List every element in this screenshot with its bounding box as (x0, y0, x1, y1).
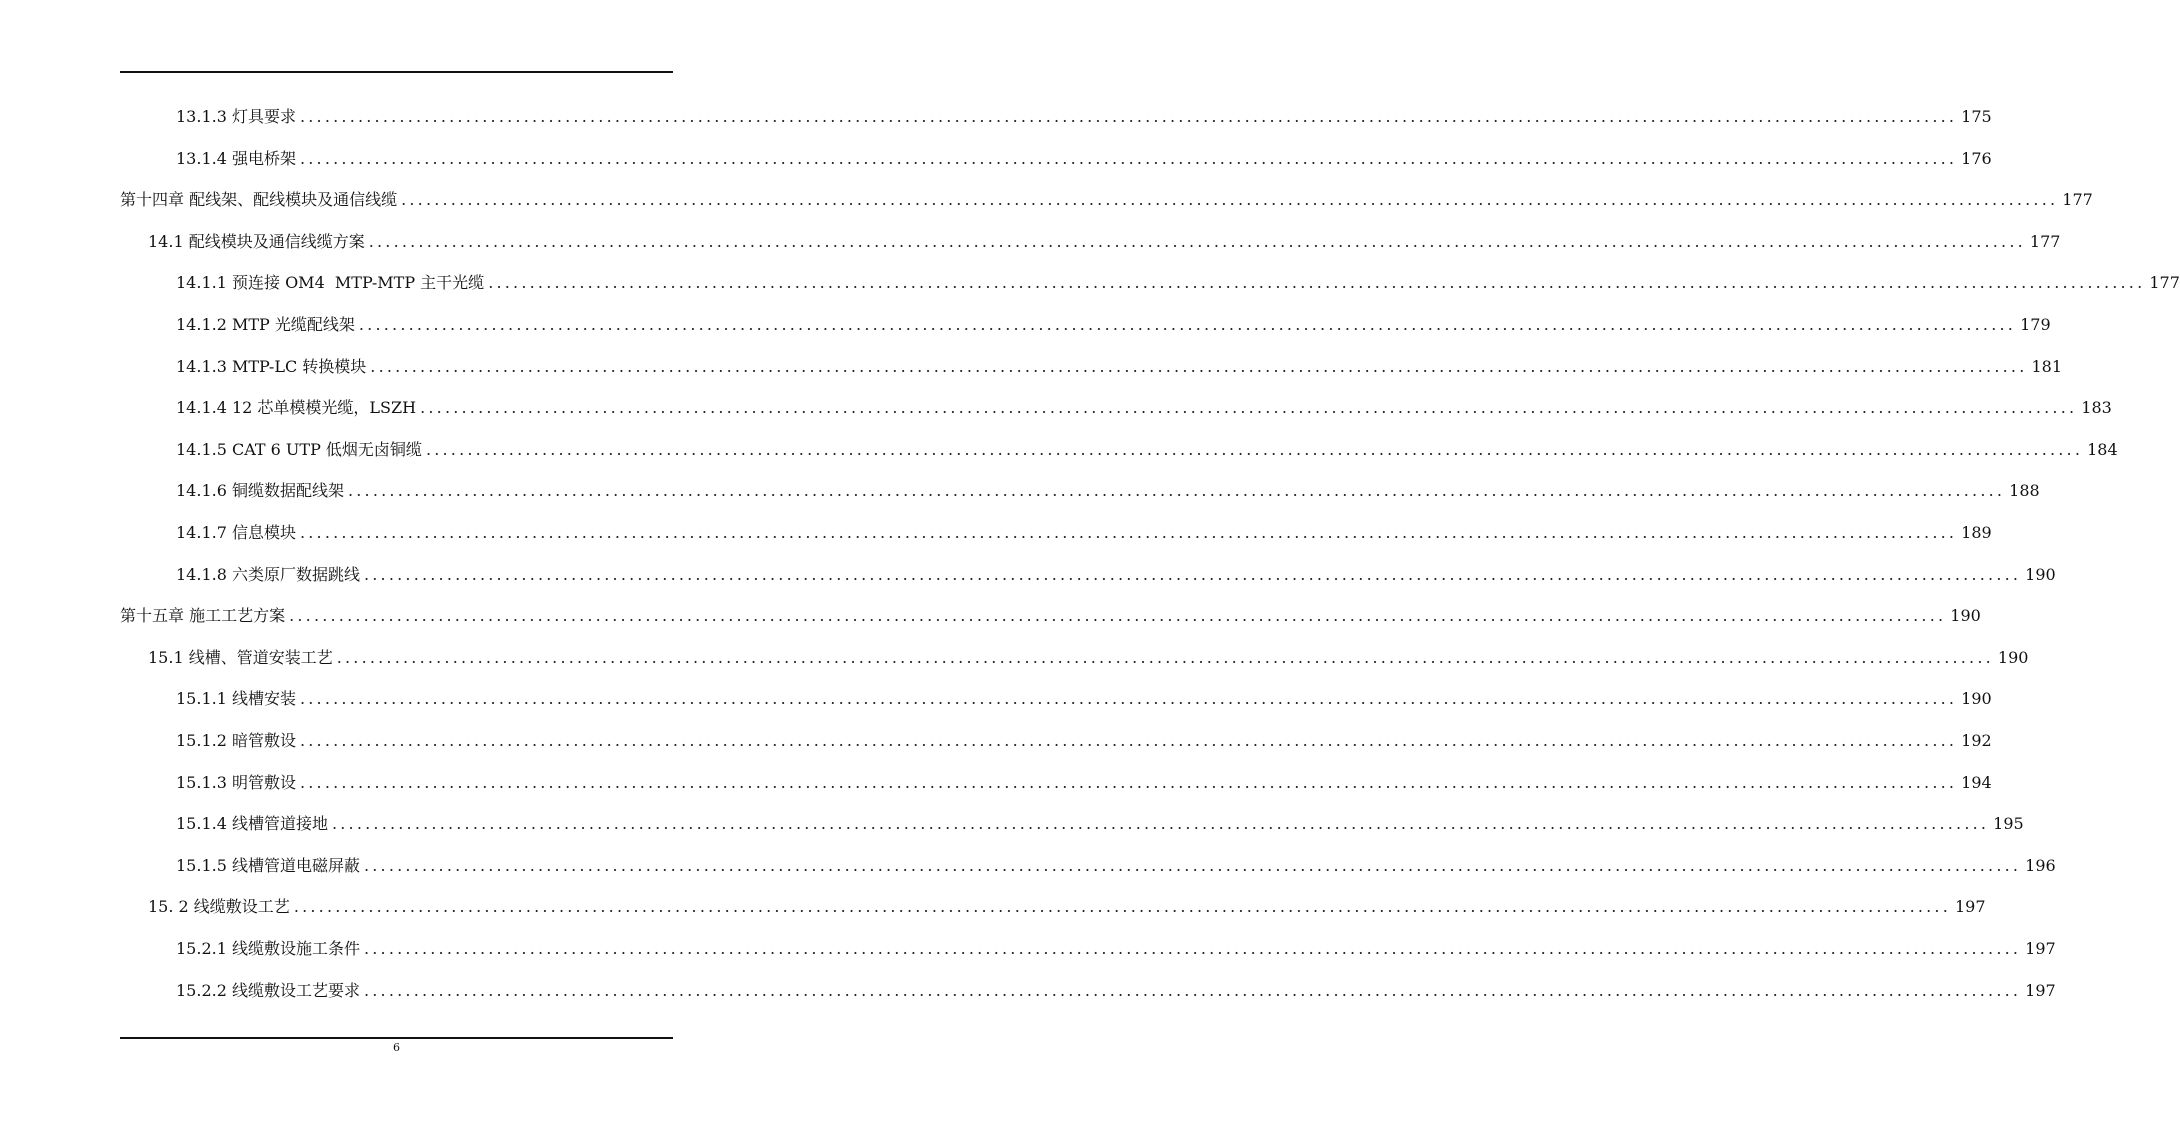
toc-entry-page: 177 (2029, 231, 2061, 251)
toc-entry[interactable] (176, 352, 2063, 382)
toc-entry[interactable] (176, 934, 2056, 964)
toc-entry[interactable] (176, 809, 2024, 839)
toc-entry-title: 14.1.4 12 芯单模模光缆，LSZH (176, 398, 417, 418)
toc-entry-page: 195 (1993, 814, 2024, 834)
toc-entry-page: 184 (2087, 439, 2118, 459)
footer-rule (120, 1037, 673, 1039)
toc-dot-leader: ........................................................................................................................................................................................................ (299, 731, 1958, 750)
toc-entry-title: 14.1.6 铜缆数据配线架 (176, 481, 344, 501)
toc-entry[interactable] (176, 310, 2051, 340)
toc-entry-title: 14.1.3 MTP-LC 转换模块 (176, 356, 367, 376)
toc-entry[interactable] (176, 560, 2056, 590)
toc-entry[interactable] (176, 268, 2180, 298)
toc-entry[interactable] (176, 435, 2118, 465)
toc-dot-leader: ........................................................................................................................................................................................................ (293, 897, 1951, 917)
toc-entry[interactable] (176, 768, 1992, 798)
toc-entry-title: 15.1 线槽、管道安装工艺 (148, 647, 333, 667)
toc-entry-title: 15.2.2 线缆敷设工艺要求 (176, 980, 360, 1000)
toc-dot-leader: ........................................................................................................................................................................................................ (299, 689, 1958, 709)
toc-entry[interactable] (148, 892, 1986, 922)
toc-entry-title: 14.1 配线模块及通信线缆方案 (148, 231, 365, 251)
toc-dot-leader: ........................................................................................................................................................................................................ (363, 939, 2022, 958)
toc-dot-leader: ........................................................................................................................................................................................................ (299, 107, 1958, 126)
toc-entry[interactable] (120, 601, 1981, 631)
toc-entry-page: 175 (1961, 107, 1992, 126)
toc-entry-page: 194 (1961, 772, 1992, 792)
toc-dot-leader: ........................................................................................................................................................................................................ (347, 481, 2006, 501)
toc-entry[interactable] (176, 393, 2112, 423)
toc-entry-title: 15.1.3 明管敷设 (176, 772, 296, 792)
toc-dot-leader: ........................................................................................................................................................................................................ (336, 647, 1994, 667)
toc-entry-title: 第十四章 配线架、配线模块及通信线缆 (120, 190, 398, 210)
toc-dot-leader: ........................................................................................................................................................................................................ (363, 980, 2022, 1000)
toc-dot-leader: ........................................................................................................................................................................................................ (420, 398, 2078, 418)
toc-entry-title: 13.1.4 强电桥架 (176, 148, 296, 168)
toc-entry-title: 15. 2 线缆敷设工艺 (148, 897, 290, 917)
toc-entry-page: 183 (2081, 398, 2112, 418)
toc-entry[interactable] (176, 102, 1992, 132)
toc-entry-title: 14.1.5 CAT 6 UTP 低烟无卤铜缆 (176, 439, 422, 459)
toc-entry-title: 14.1.1 预连接 OM4 MTP-MTP 主干光缆 (176, 273, 485, 293)
toc-entry-page: 190 (2025, 564, 2056, 584)
toc-entry[interactable] (148, 643, 2029, 673)
toc-entry-title: 第十五章 施工工艺方案 (120, 606, 286, 626)
toc-entry-page: 190 (1997, 647, 2029, 667)
toc-entry-title: 15.1.2 暗管敷设 (176, 731, 296, 750)
toc-dot-leader: ........................................................................................................................................................................................................ (368, 231, 2026, 251)
toc-entry-title: 15.1.5 线槽管道电磁屏蔽 (176, 855, 360, 875)
toc-entry[interactable] (176, 976, 2056, 1006)
toc-entry-title: 13.1.3 灯具要求 (176, 107, 296, 126)
toc-entry[interactable] (176, 684, 1992, 714)
toc-entry-title: 14.1.2 MTP 光缆配线架 (176, 315, 355, 334)
toc-entry[interactable] (176, 476, 2040, 506)
toc-entry-title: 15.1.4 线槽管道接地 (176, 814, 328, 834)
toc-entry-page: 197 (1955, 897, 1986, 917)
toc-entry-page: 181 (2031, 356, 2063, 376)
toc-dot-leader: ........................................................................................................................................................................................................ (370, 356, 2028, 376)
toc-dot-leader: ........................................................................................................................................................................................................ (358, 315, 2017, 334)
toc-entry[interactable] (176, 144, 1992, 174)
toc-entry-page: 196 (2025, 855, 2056, 875)
toc-entry-page: 179 (2020, 315, 2051, 334)
toc-dot-leader: ........................................................................................................................................................................................................ (363, 564, 2022, 584)
toc-dot-leader: ........................................................................................................................................................................................................ (299, 148, 1958, 168)
toc-dot-leader: ........................................................................................................................................................................................................ (425, 439, 2084, 459)
toc-dot-leader: ........................................................................................................................................................................................................ (401, 190, 2059, 210)
toc-entry-title: 14.1.7 信息模块 (176, 523, 296, 542)
toc-entry-page: 190 (1950, 606, 1981, 626)
toc-entry-title: 15.1.1 线槽安装 (176, 689, 296, 709)
toc-dot-leader: ........................................................................................................................................................................................................ (331, 814, 1990, 834)
toc-entry-title: 14.1.8 六类原厂数据跳线 (176, 564, 360, 584)
toc-entry-page: 177 (2149, 273, 2180, 293)
page-number: 6 (393, 1041, 400, 1054)
toc-entry[interactable] (120, 185, 2093, 215)
toc-dot-leader: ........................................................................................................................................................................................................ (363, 855, 2022, 875)
toc-entry[interactable] (176, 518, 1992, 548)
toc-entry-page: 197 (2025, 980, 2056, 1000)
toc-dot-leader: ........................................................................................................................................................................................................ (299, 523, 1958, 542)
toc-entry-page: 189 (1961, 523, 1992, 542)
toc-entry[interactable] (176, 851, 2056, 881)
toc-entry-page: 190 (1961, 689, 1992, 709)
toc-entry-page: 188 (2009, 481, 2040, 501)
toc-entry-title: 15.2.1 线缆敷设施工条件 (176, 939, 360, 958)
toc-entry-page: 176 (1961, 148, 1992, 168)
toc-entry[interactable] (176, 726, 1992, 756)
toc-dot-leader: ........................................................................................................................................................................................................ (289, 606, 1947, 626)
toc-dot-leader: ........................................................................................................................................................................................................ (488, 273, 2146, 293)
toc-dot-leader: ........................................................................................................................................................................................................ (299, 772, 1958, 792)
toc-entry-page: 192 (1961, 731, 1992, 750)
toc-entry-page: 197 (2025, 939, 2056, 958)
toc-entry[interactable] (148, 227, 2061, 257)
toc-entry-page: 177 (2062, 190, 2093, 210)
